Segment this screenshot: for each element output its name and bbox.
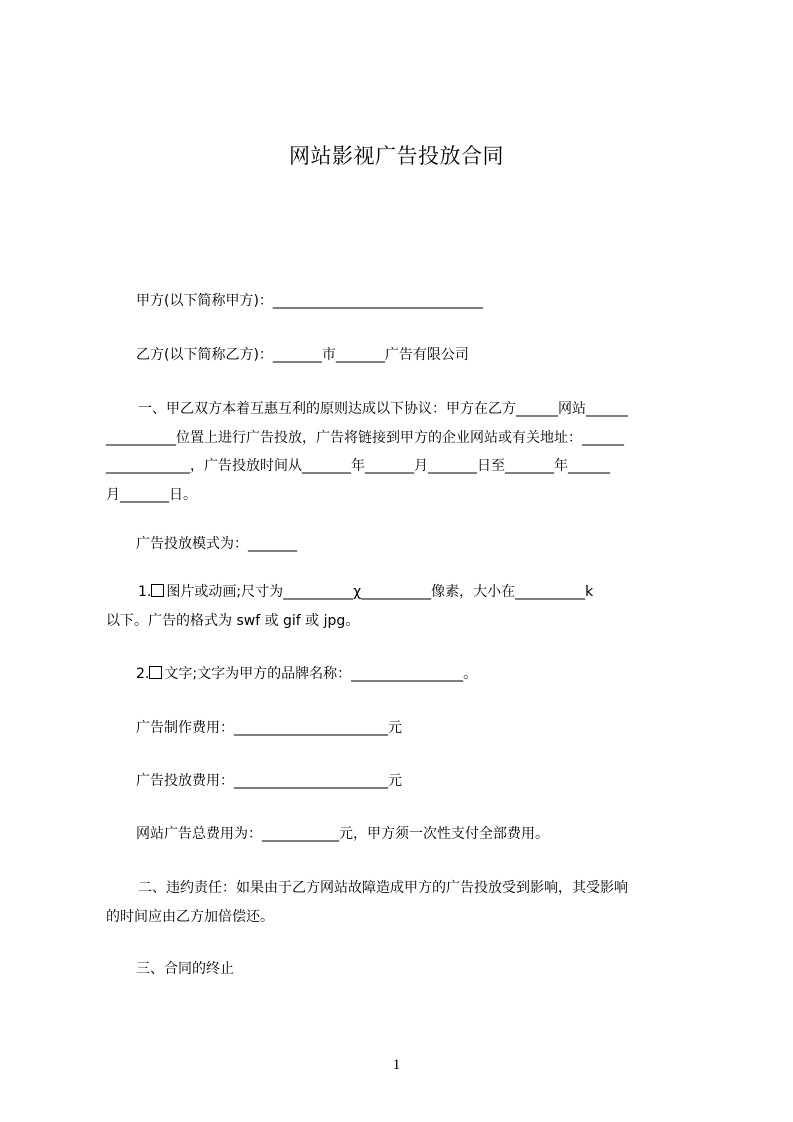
checkbox-image-animation[interactable] — [151, 584, 164, 597]
option-1-text: 图片或动画;尺寸为__________χ__________像素，大小在__________k — [166, 584, 594, 600]
checkbox-text[interactable] — [149, 666, 162, 679]
clause-1-line-2: __________位置上进行广告投放，广告将链接到甲方的企业网站或有关地址：______ — [106, 429, 624, 446]
production-fee-line: 广告制作费用：______________________元 — [136, 720, 402, 736]
clause-1-line-3: ____________，广告投放时间从_______年_______月_______日至_______年______ — [106, 458, 610, 474]
placement-mode-line: 广告投放模式为：_______ — [136, 536, 297, 552]
clause-1 — [106, 395, 701, 509]
clause-3-heading: 三、合同的终止 — [136, 961, 234, 977]
page-number: 1 — [392, 1057, 401, 1073]
clause-1-line-4: 月_______日。 — [106, 486, 197, 503]
clause-2-line-1: 二、违约责任：如果由于乙方网站故障造成甲方的广告投放受到影响，其受影响 — [138, 880, 628, 896]
clause-1-line-1: 一、甲乙双方本着互惠互利的原则达成以下协议：甲方在乙方______网站______ — [138, 401, 628, 417]
option-2-text: 文字;文字为甲方的品牌名称：________________。 — [164, 666, 478, 682]
clause-2-line-2: 的时间应由乙方加倍偿还。 — [106, 908, 274, 925]
option-text — [106, 660, 701, 689]
option-1-number: 1. — [138, 584, 152, 600]
option-2-number: 2. — [136, 666, 150, 682]
option-2-line — [106, 660, 701, 689]
option-1-line-1 — [106, 578, 701, 607]
document-title: 网站影视广告投放合同 — [289, 144, 504, 168]
total-fee-line: 网站广告总费用为：___________元，甲方须一次性支付全部费用。 — [136, 826, 549, 842]
party-b-line: 乙方(以下简称乙方)：_______市_______广告有限公司 — [136, 347, 469, 363]
clause-2 — [106, 874, 701, 931]
option-1-line-2: 以下。广告的格式为 swf 或 gif 或 jpg。 — [106, 612, 360, 629]
placement-fee-line: 广告投放费用：______________________元 — [136, 773, 402, 789]
party-a-line: 甲方(以下简称甲方)：______________________________ — [136, 293, 483, 309]
option-image-animation — [106, 578, 701, 635]
